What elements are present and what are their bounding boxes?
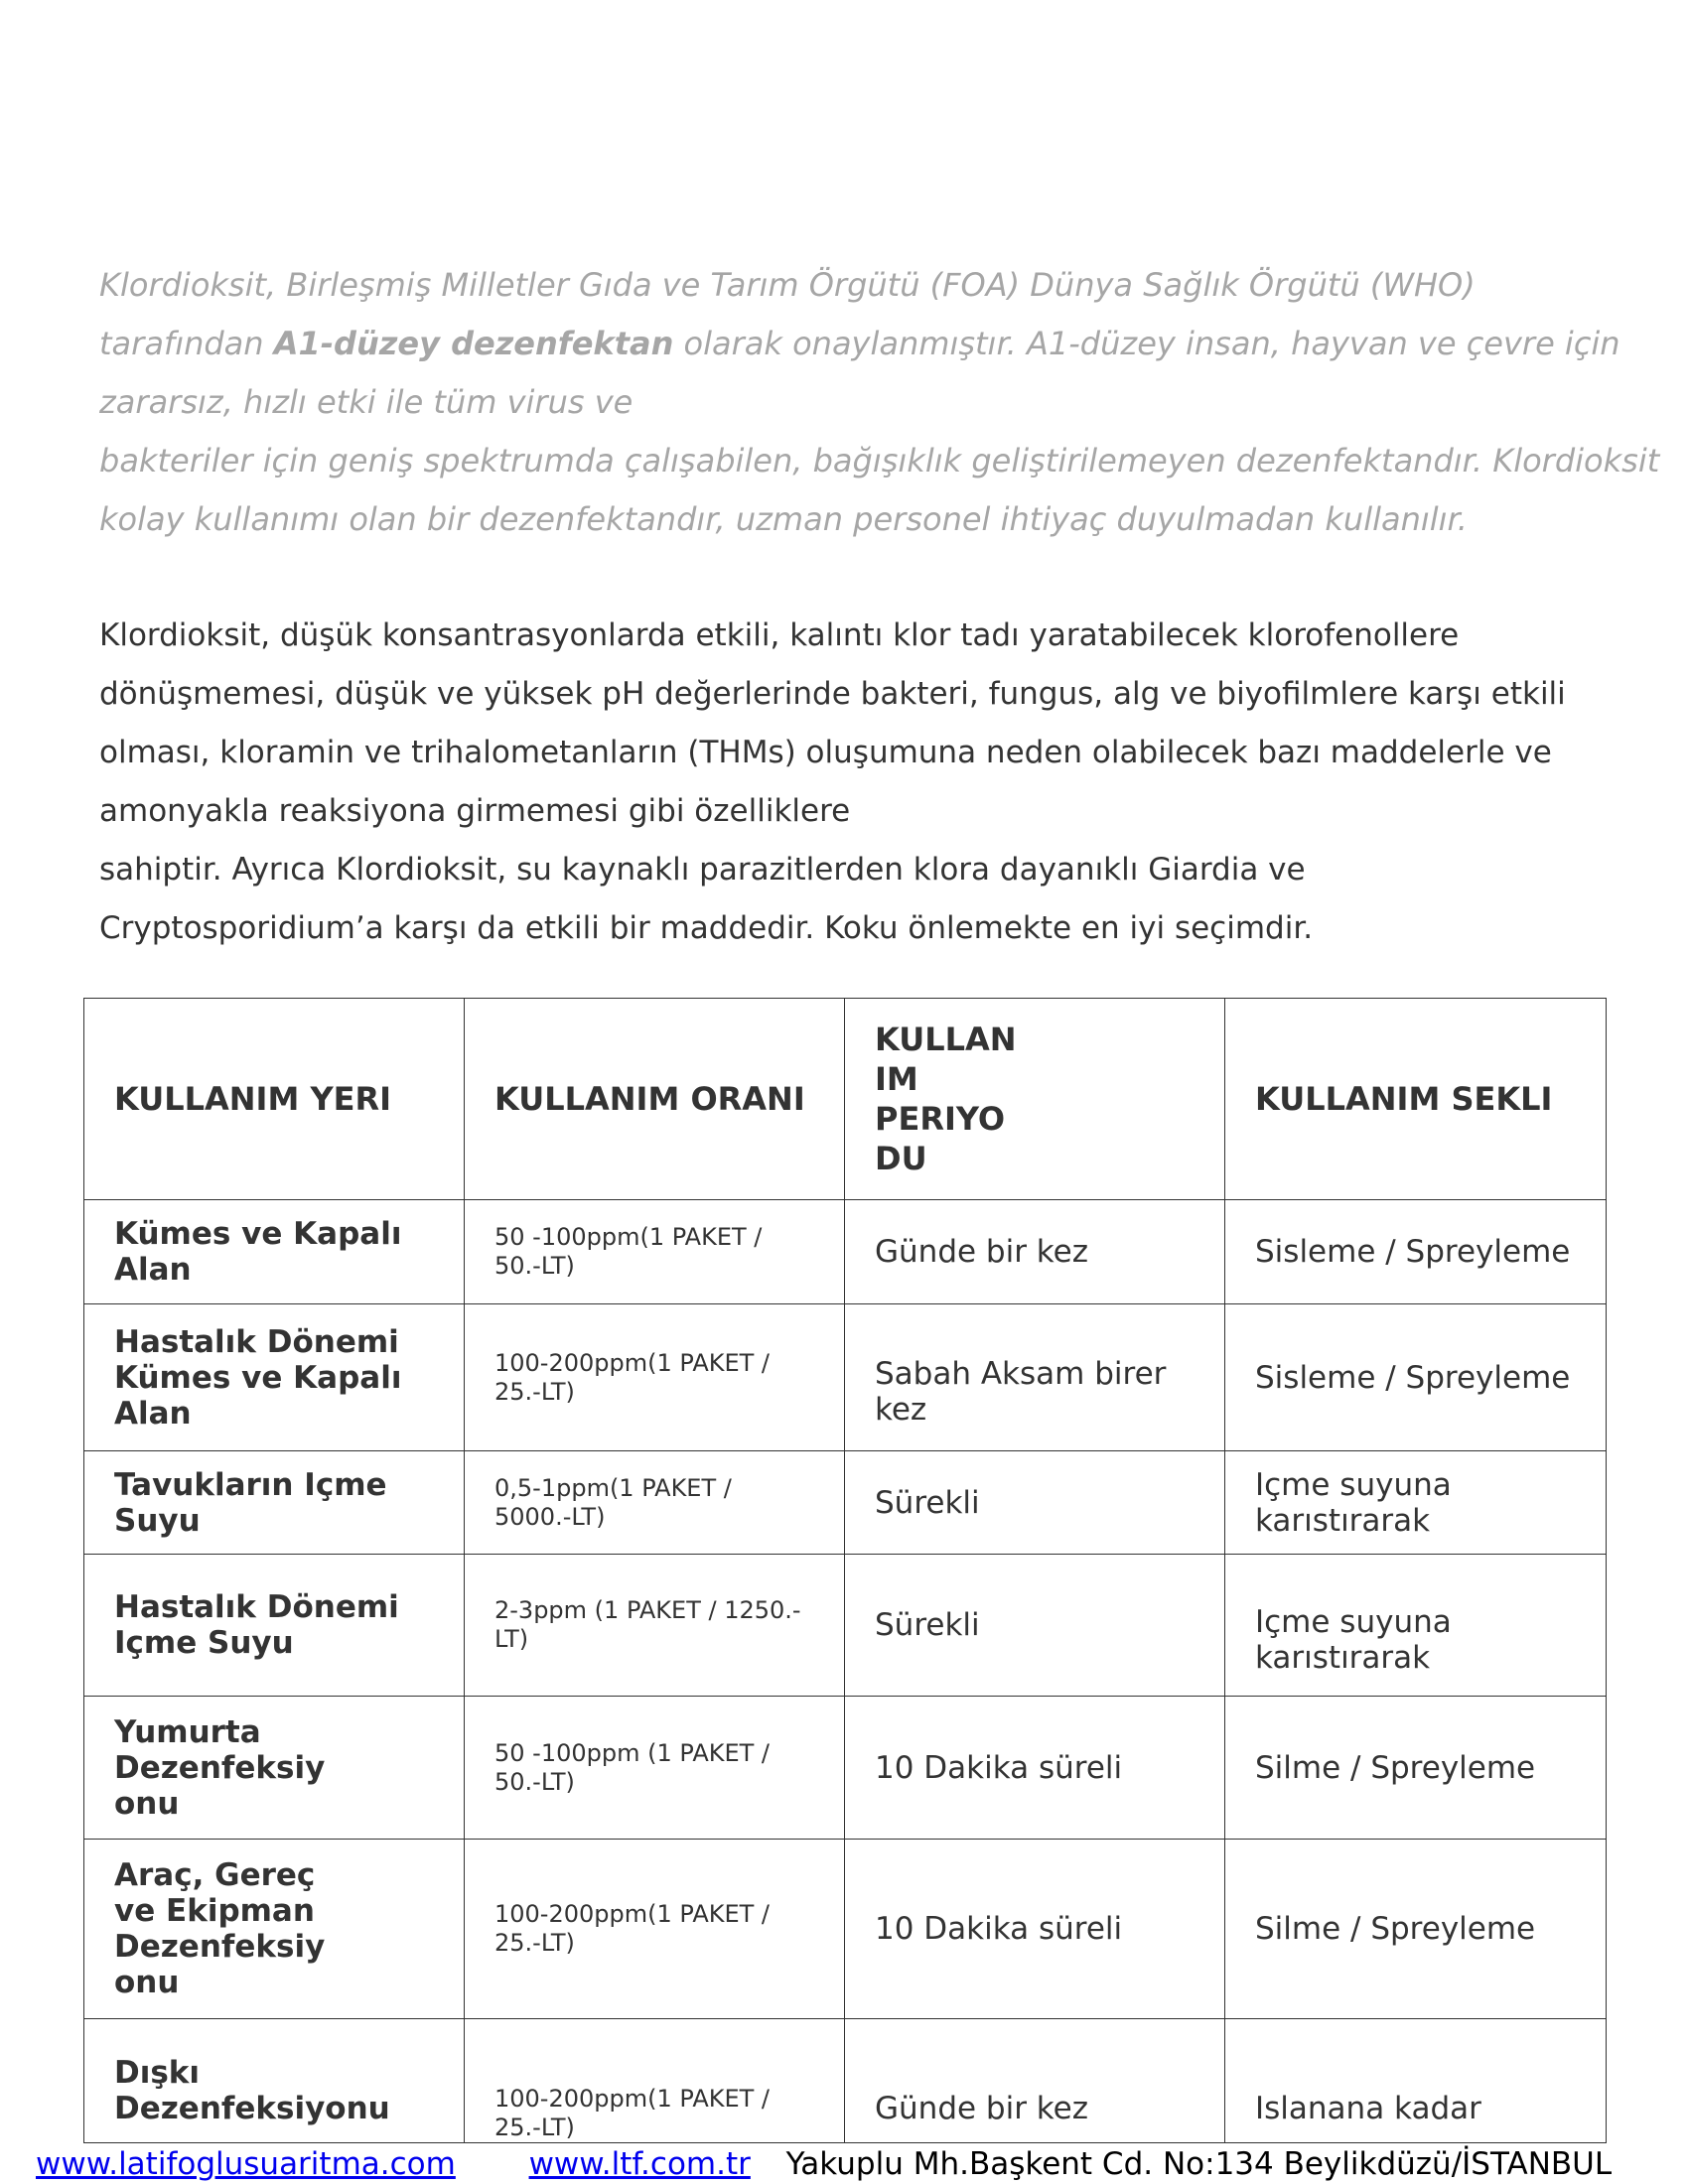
intro-bold-term: A1-düzey dezenfektan — [273, 325, 674, 362]
cell-place: Kümes ve Kapalı Alan — [84, 1200, 465, 1304]
body-line-3: olması, kloramin ve trihalometanların (THMs) oluşumuna neden olabilecek bazı maddelerle ve — [99, 735, 1552, 770]
footer-link-latifoglu[interactable]: www.latifoglusuaritma.com — [36, 2146, 456, 2182]
cell-rate: 50 -100ppm(1 PAKET / 50.-LT) — [465, 1200, 845, 1304]
body-paragraph — [99, 607, 1648, 958]
cell-period: Sabah Aksam birer kez — [845, 1304, 1225, 1451]
cell-period: 10 Dakika süreli — [845, 1697, 1225, 1840]
table-row — [84, 1304, 1607, 1451]
header-place: KULLANIM YERI — [84, 999, 465, 1200]
intro-line-2-end: olarak onaylanmıştır. A1-düzey insan, hayvan ve çevre için — [673, 325, 1620, 362]
cell-place: Dışkı Dezenfeksiyonu — [84, 2019, 465, 2143]
body-line-6: Cryptosporidium’a karşı da etkili bir maddedir. Koku önlemekte en iyi seçimdir. — [99, 910, 1314, 946]
table-row — [84, 1840, 1607, 2019]
table-header-row — [84, 999, 1607, 1200]
intro-line-2-start: tarafından — [99, 325, 274, 362]
cell-place: Hastalık Dönemi Içme Suyu — [84, 1555, 465, 1697]
header-period: KULLAN IM PERIYO DU — [845, 999, 1225, 1200]
page-footer — [36, 2146, 1612, 2182]
cell-period: Sürekli — [845, 1451, 1225, 1555]
cell-period: Günde bir kez — [845, 2019, 1225, 2143]
header-method: KULLANIM SEKLI — [1225, 999, 1607, 1200]
cell-rate: 2-3ppm (1 PAKET / 1250.- LT) — [465, 1555, 845, 1697]
table-row — [84, 1451, 1607, 1555]
footer-link-ltf[interactable]: www.ltf.com.tr — [528, 2146, 751, 2182]
header-rate: KULLANIM ORANI — [465, 999, 845, 1200]
cell-rate: 100-200ppm(1 PAKET / 25.-LT) — [465, 1304, 845, 1451]
cell-period: Sürekli — [845, 1555, 1225, 1697]
table-row — [84, 1697, 1607, 1840]
cell-method: Içme suyuna karıstırarak — [1225, 1555, 1607, 1697]
cell-place: Araç, Gereç ve Ekipman Dezenfeksiy onu — [84, 1840, 465, 2019]
table-row — [84, 2019, 1607, 2143]
cell-method: Silme / Spreyleme — [1225, 1840, 1607, 2019]
cell-period: Günde bir kez — [845, 1200, 1225, 1304]
cell-place: Tavukların Içme Suyu — [84, 1451, 465, 1555]
intro-paragraph — [99, 256, 1660, 549]
cell-rate: 50 -100ppm (1 PAKET / 50.-LT) — [465, 1697, 845, 1840]
intro-line-4: bakteriler için geniş spektrumda çalışabilen, bağışıklık geliştirilemeyen dezenfektandır. Klordioksit — [99, 442, 1660, 479]
cell-period: 10 Dakika süreli — [845, 1840, 1225, 2019]
cell-rate: 100-200ppm(1 PAKET / 25.-LT) — [465, 1840, 845, 2019]
intro-line-3: zararsız, hızlı etki ile tüm virus ve — [99, 383, 633, 421]
cell-method: Islanana kadar — [1225, 2019, 1607, 2143]
body-line-5: sahiptir. Ayrıca Klordioksit, su kaynaklı parazitlerden klora dayanıklı Giardia ve — [99, 852, 1306, 887]
cell-rate: 0,5-1ppm(1 PAKET / 5000.-LT) — [465, 1451, 845, 1555]
cell-method: Silme / Spreyleme — [1225, 1697, 1607, 1840]
intro-line-1: Klordioksit, Birleşmiş Milletler Gıda ve Tarım Örgütü (FOA) Dünya Sağlık Örgütü (WHO) — [99, 266, 1476, 304]
body-line-4: amonyakla reaksiyona girmemesi gibi özelliklere — [99, 793, 851, 829]
cell-method: Sisleme / Spreyleme — [1225, 1200, 1607, 1304]
cell-rate: 100-200ppm(1 PAKET / 25.-LT) — [465, 2019, 845, 2143]
usage-table — [83, 998, 1607, 2143]
cell-method: Sisleme / Spreyleme — [1225, 1304, 1607, 1451]
cell-method: Içme suyuna karıstırarak — [1225, 1451, 1607, 1555]
body-line-2: dönüşmemesi, düşük ve yüksek pH değerlerinde bakteri, fungus, alg ve biyofilmlere karşı etkili — [99, 676, 1566, 712]
body-line-1: Klordioksit, düşük konsantrasyonlarda etkili, kalıntı klor tadı yaratabilecek klorofenollere — [99, 617, 1460, 653]
cell-place: Yumurta Dezenfeksiy onu — [84, 1697, 465, 1840]
table-row — [84, 1200, 1607, 1304]
intro-line-5: kolay kullanımı olan bir dezenfektandır, uzman personel ihtiyaç duyulmadan kullanılır. — [99, 500, 1468, 538]
cell-place: Hastalık Dönemi Kümes ve Kapalı Alan — [84, 1304, 465, 1451]
intro-line-2 — [99, 315, 1648, 373]
footer-address: Yakuplu Mh.Başkent Cd. No:134 Beylikdüzü/İSTANBUL — [785, 2146, 1613, 2182]
table-row — [84, 1555, 1607, 1697]
